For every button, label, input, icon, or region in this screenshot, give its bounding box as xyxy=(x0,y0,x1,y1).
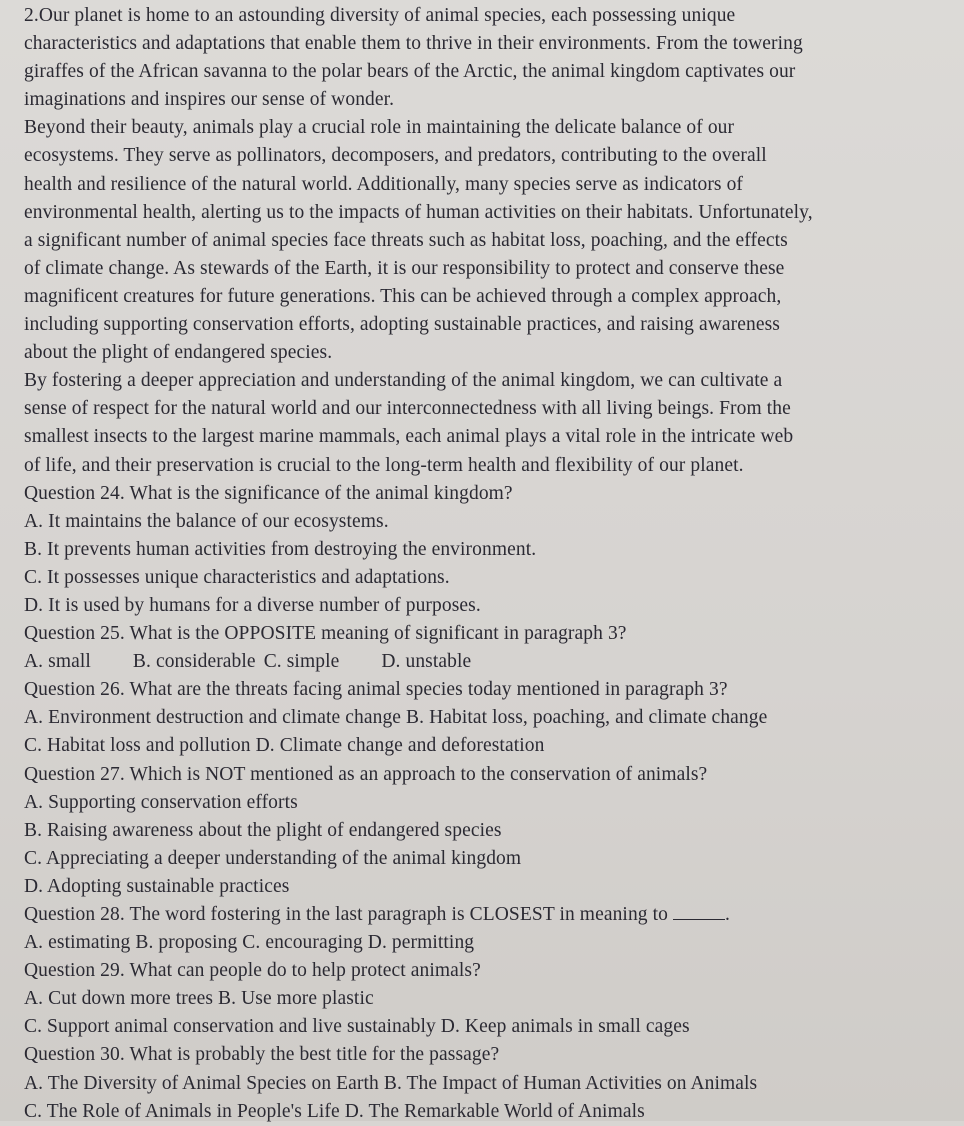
answer-option-c: C. It possesses unique characteristics and adaptations. xyxy=(24,566,450,588)
passage-line: imaginations and inspires our sense of wonder. xyxy=(24,89,395,111)
question-stem: Question 29. What can people do to help protect animals? xyxy=(24,960,481,982)
passage-line: 2.Our planet is home to an astounding diversity of animal species, each possessing unique xyxy=(24,5,736,26)
answer-options: A. estimating B. proposing C. encouraging D. permitting xyxy=(24,932,475,954)
passage-line: magnificent creatures for future generations. This can be achieved through a complex approach, xyxy=(24,285,782,307)
answer-options-ab: A. The Diversity of Animal Species on Earth B. The Impact of Human Activities on Animals xyxy=(24,1072,758,1094)
question-24 xyxy=(24,480,954,620)
question-25 xyxy=(24,620,954,676)
answer-blank xyxy=(673,903,725,920)
passage-line: Beyond their beauty, animals play a crucial role in maintaining the delicate balance of our xyxy=(24,117,735,139)
passage-line: characteristics and adaptations that enable them to thrive in their environments. From the towering xyxy=(24,33,803,55)
question-stem: Question 24. What is the significance of the animal kingdom? xyxy=(24,482,513,504)
passage-line: ecosystems. They serve as pollinators, decomposers, and predators, contributing to the overall xyxy=(24,145,767,167)
answer-option-a: A. small xyxy=(24,651,91,673)
answer-option-a: A. It maintains the balance of our ecosystems. xyxy=(24,510,389,532)
passage-line: of climate change. As stewards of the Earth, it is our responsibility to protect and conserve these xyxy=(24,257,785,279)
stem-end: . xyxy=(724,904,730,925)
answer-options-row xyxy=(24,648,954,676)
passage-line: a significant number of animal species face threats such as habitat loss, poaching, and the effects xyxy=(24,229,788,251)
question-stem: Question 25. What is the OPPOSITE meaning of significant in paragraph 3? xyxy=(24,623,627,645)
passage-line: By fostering a deeper appreciation and understanding of the animal kingdom, we can cultivate a xyxy=(24,370,783,392)
passage-line: about the plight of endangered species. xyxy=(24,342,333,364)
question-28 xyxy=(24,901,954,957)
question-stem-row xyxy=(24,901,954,929)
question-stem: Question 30. What is probably the best title for the passage? xyxy=(24,1044,500,1066)
answer-option-c: C. simple xyxy=(263,651,340,673)
answer-option-d: D. unstable xyxy=(381,651,472,673)
question-29 xyxy=(24,957,954,1041)
reading-passage xyxy=(24,2,954,480)
passage-line: environmental health, alerting us to the impacts of human activities on their habitats. Unfortunately, xyxy=(24,201,813,223)
answer-options-cd: C. Habitat loss and pollution D. Climate change and deforestation xyxy=(24,735,545,757)
question-stem: Question 28. The word fostering in the last paragraph is CLOSEST in meaning to xyxy=(24,904,668,925)
answer-option-b: B. It prevents human activities from destroying the environment. xyxy=(24,538,537,560)
answer-option-b: B. considerable xyxy=(132,651,256,673)
answer-options-cd: C. Support animal conservation and live sustainably D. Keep animals in small cages xyxy=(24,1016,690,1038)
question-27 xyxy=(24,761,954,901)
answer-option-b: B. Raising awareness about the plight of endangered species xyxy=(24,819,502,841)
passage-line: sense of respect for the natural world and our interconnectedness with all living beings. From the xyxy=(24,398,791,420)
question-26 xyxy=(24,676,954,760)
question-30 xyxy=(24,1041,954,1125)
question-stem: Question 26. What are the threats facing animal species today mentioned in paragraph 3? xyxy=(24,679,728,701)
answer-option-c: C. Appreciating a deeper understanding of the animal kingdom xyxy=(24,847,522,869)
question-stem: Question 27. Which is NOT mentioned as an approach to the conservation of animals? xyxy=(24,763,708,785)
passage-line: including supporting conservation efforts, adopting sustainable practices, and raising awareness xyxy=(24,314,780,336)
answer-option-d: D. Adopting sustainable practices xyxy=(24,875,290,897)
answer-options-ab: A. Environment destruction and climate change B. Habitat loss, poaching, and climate change xyxy=(24,707,768,729)
passage-line: smallest insects to the largest marine mammals, each animal plays a vital role in the intricate web xyxy=(24,426,794,448)
answer-option-a: A. Supporting conservation efforts xyxy=(24,791,298,813)
passage-line: giraffes of the African savanna to the polar bears of the Arctic, the animal kingdom captivates our xyxy=(24,61,796,83)
passage-line: of life, and their preservation is crucial to the long-term health and flexibility of our planet. xyxy=(24,454,744,476)
passage-line: health and resilience of the natural world. Additionally, many species serve as indicators of xyxy=(24,173,744,195)
answer-options-cd: C. The Role of Animals in People's Life D. The Remarkable World of Animals xyxy=(24,1100,645,1122)
answer-option-d: D. It is used by humans for a diverse number of purposes. xyxy=(24,594,481,616)
answer-options-ab: A. Cut down more trees B. Use more plastic xyxy=(24,988,374,1010)
